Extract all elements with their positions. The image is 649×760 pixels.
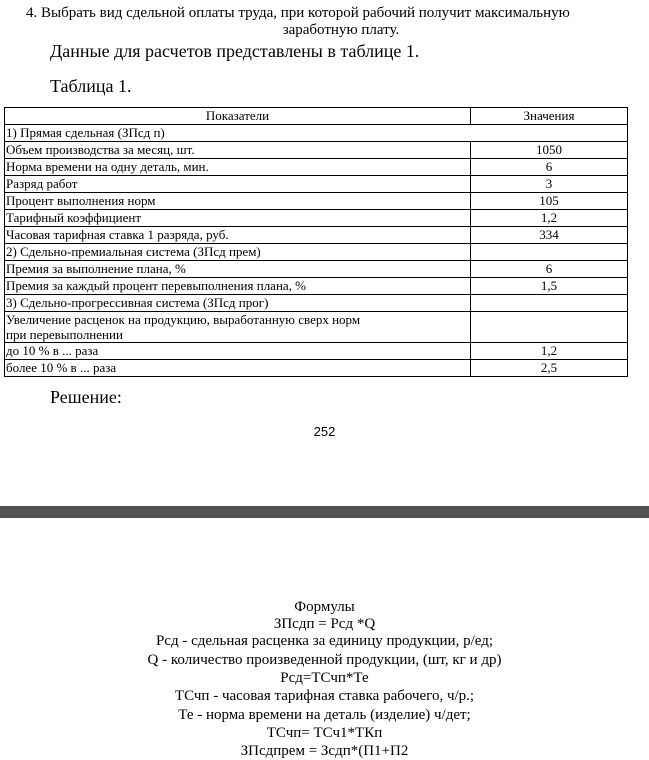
table-row [5, 261, 628, 278]
formula-line: ЗПсдпрем = Зсдп*(П1+П2 [240, 743, 409, 759]
row-label: Тарифный коэффициент [5, 210, 471, 227]
table-row [5, 278, 628, 295]
row-value: 3 [471, 176, 628, 193]
row-label [5, 312, 471, 343]
table-caption: Таблица 1. [50, 76, 132, 96]
formula-line: Q - количество произведенной продукции, (шт, кг и др) [147, 652, 502, 668]
row-value: 6 [471, 159, 628, 176]
table-row [5, 193, 628, 210]
formula-line: ЗПсдп = Рсд *Q [273, 616, 376, 632]
table-row [5, 227, 628, 244]
table-row [5, 244, 628, 261]
formula-line: Рсд=ТСчп*Те [280, 670, 369, 686]
row-value: 2,5 [471, 360, 628, 377]
page-divider [0, 506, 649, 518]
row-label: 2) Сдельно-премиальная система (ЗПсд прем) [5, 244, 471, 261]
row-label: 3) Сдельно-прогрессивная система (ЗПсд прог) [5, 295, 471, 312]
formula-line: ТСчп= ТСч1*ТКп [266, 725, 383, 741]
table-row [5, 295, 628, 312]
table-row [5, 125, 628, 142]
table-row [5, 343, 628, 360]
formula-line: Рсд - сдельная расценка за единицу продукции, р/ед; [155, 633, 494, 649]
row-label-line-1: Увеличение расценок на продукцию, выработанную сверх норм [6, 312, 361, 327]
row-label: 1) Прямая сдельная (ЗПсд п) [5, 125, 628, 142]
row-value [471, 295, 628, 312]
row-value: 1050 [471, 142, 628, 159]
row-label: до 10 % в ... раза [5, 343, 471, 360]
row-value: 105 [471, 193, 628, 210]
table-row [5, 210, 628, 227]
row-label: Норма времени на одну деталь, мин. [5, 159, 471, 176]
table-row [5, 360, 628, 377]
header-indicators: Показатели [5, 108, 471, 125]
table-row [5, 312, 628, 343]
formula-line: ТСчп - часовая тарифная ставка рабочего, ч/р.; [174, 688, 475, 704]
row-label: Премия за каждый процент перевыполнения плана, % [5, 278, 471, 295]
table-header-row [5, 108, 628, 125]
row-label: Разряд работ [5, 176, 471, 193]
table-row [5, 176, 628, 193]
task-line-2: заработную плату. [282, 22, 400, 38]
data-table [4, 107, 628, 377]
row-value: 1,5 [471, 278, 628, 295]
task-line-1: 4. Выбрать вид сдельной оплаты труда, при которой рабочий получит максимальную [26, 5, 570, 21]
task-text [26, 5, 626, 39]
formulas-heading: Формулы [294, 599, 355, 615]
row-label: Премия за выполнение плана, % [5, 261, 471, 278]
page-2 [0, 518, 649, 759]
row-value [471, 244, 628, 261]
table-row [5, 159, 628, 176]
row-value: 334 [471, 227, 628, 244]
table-row [5, 142, 628, 159]
solution-heading: Решение: [50, 387, 122, 407]
row-label: Часовая тарифная ставка 1 разряда, руб. [5, 227, 471, 244]
row-value: 1,2 [471, 343, 628, 360]
row-label: Процент выполнения норм [5, 193, 471, 210]
row-value [471, 312, 628, 343]
intro-text: Данные для расчетов представлены в таблице 1. [50, 41, 420, 61]
formula-line: Те - норма времени на деталь (изделие) ч/дет; [178, 707, 471, 723]
row-label: Объем производства за месяц, шт. [5, 142, 471, 159]
page-number: 252 [313, 424, 336, 439]
header-values: Значения [471, 108, 628, 125]
row-label-line-2: при перевыполнении [6, 327, 123, 342]
row-label: более 10 % в ... раза [5, 360, 471, 377]
row-value: 6 [471, 261, 628, 278]
row-value: 1,2 [471, 210, 628, 227]
